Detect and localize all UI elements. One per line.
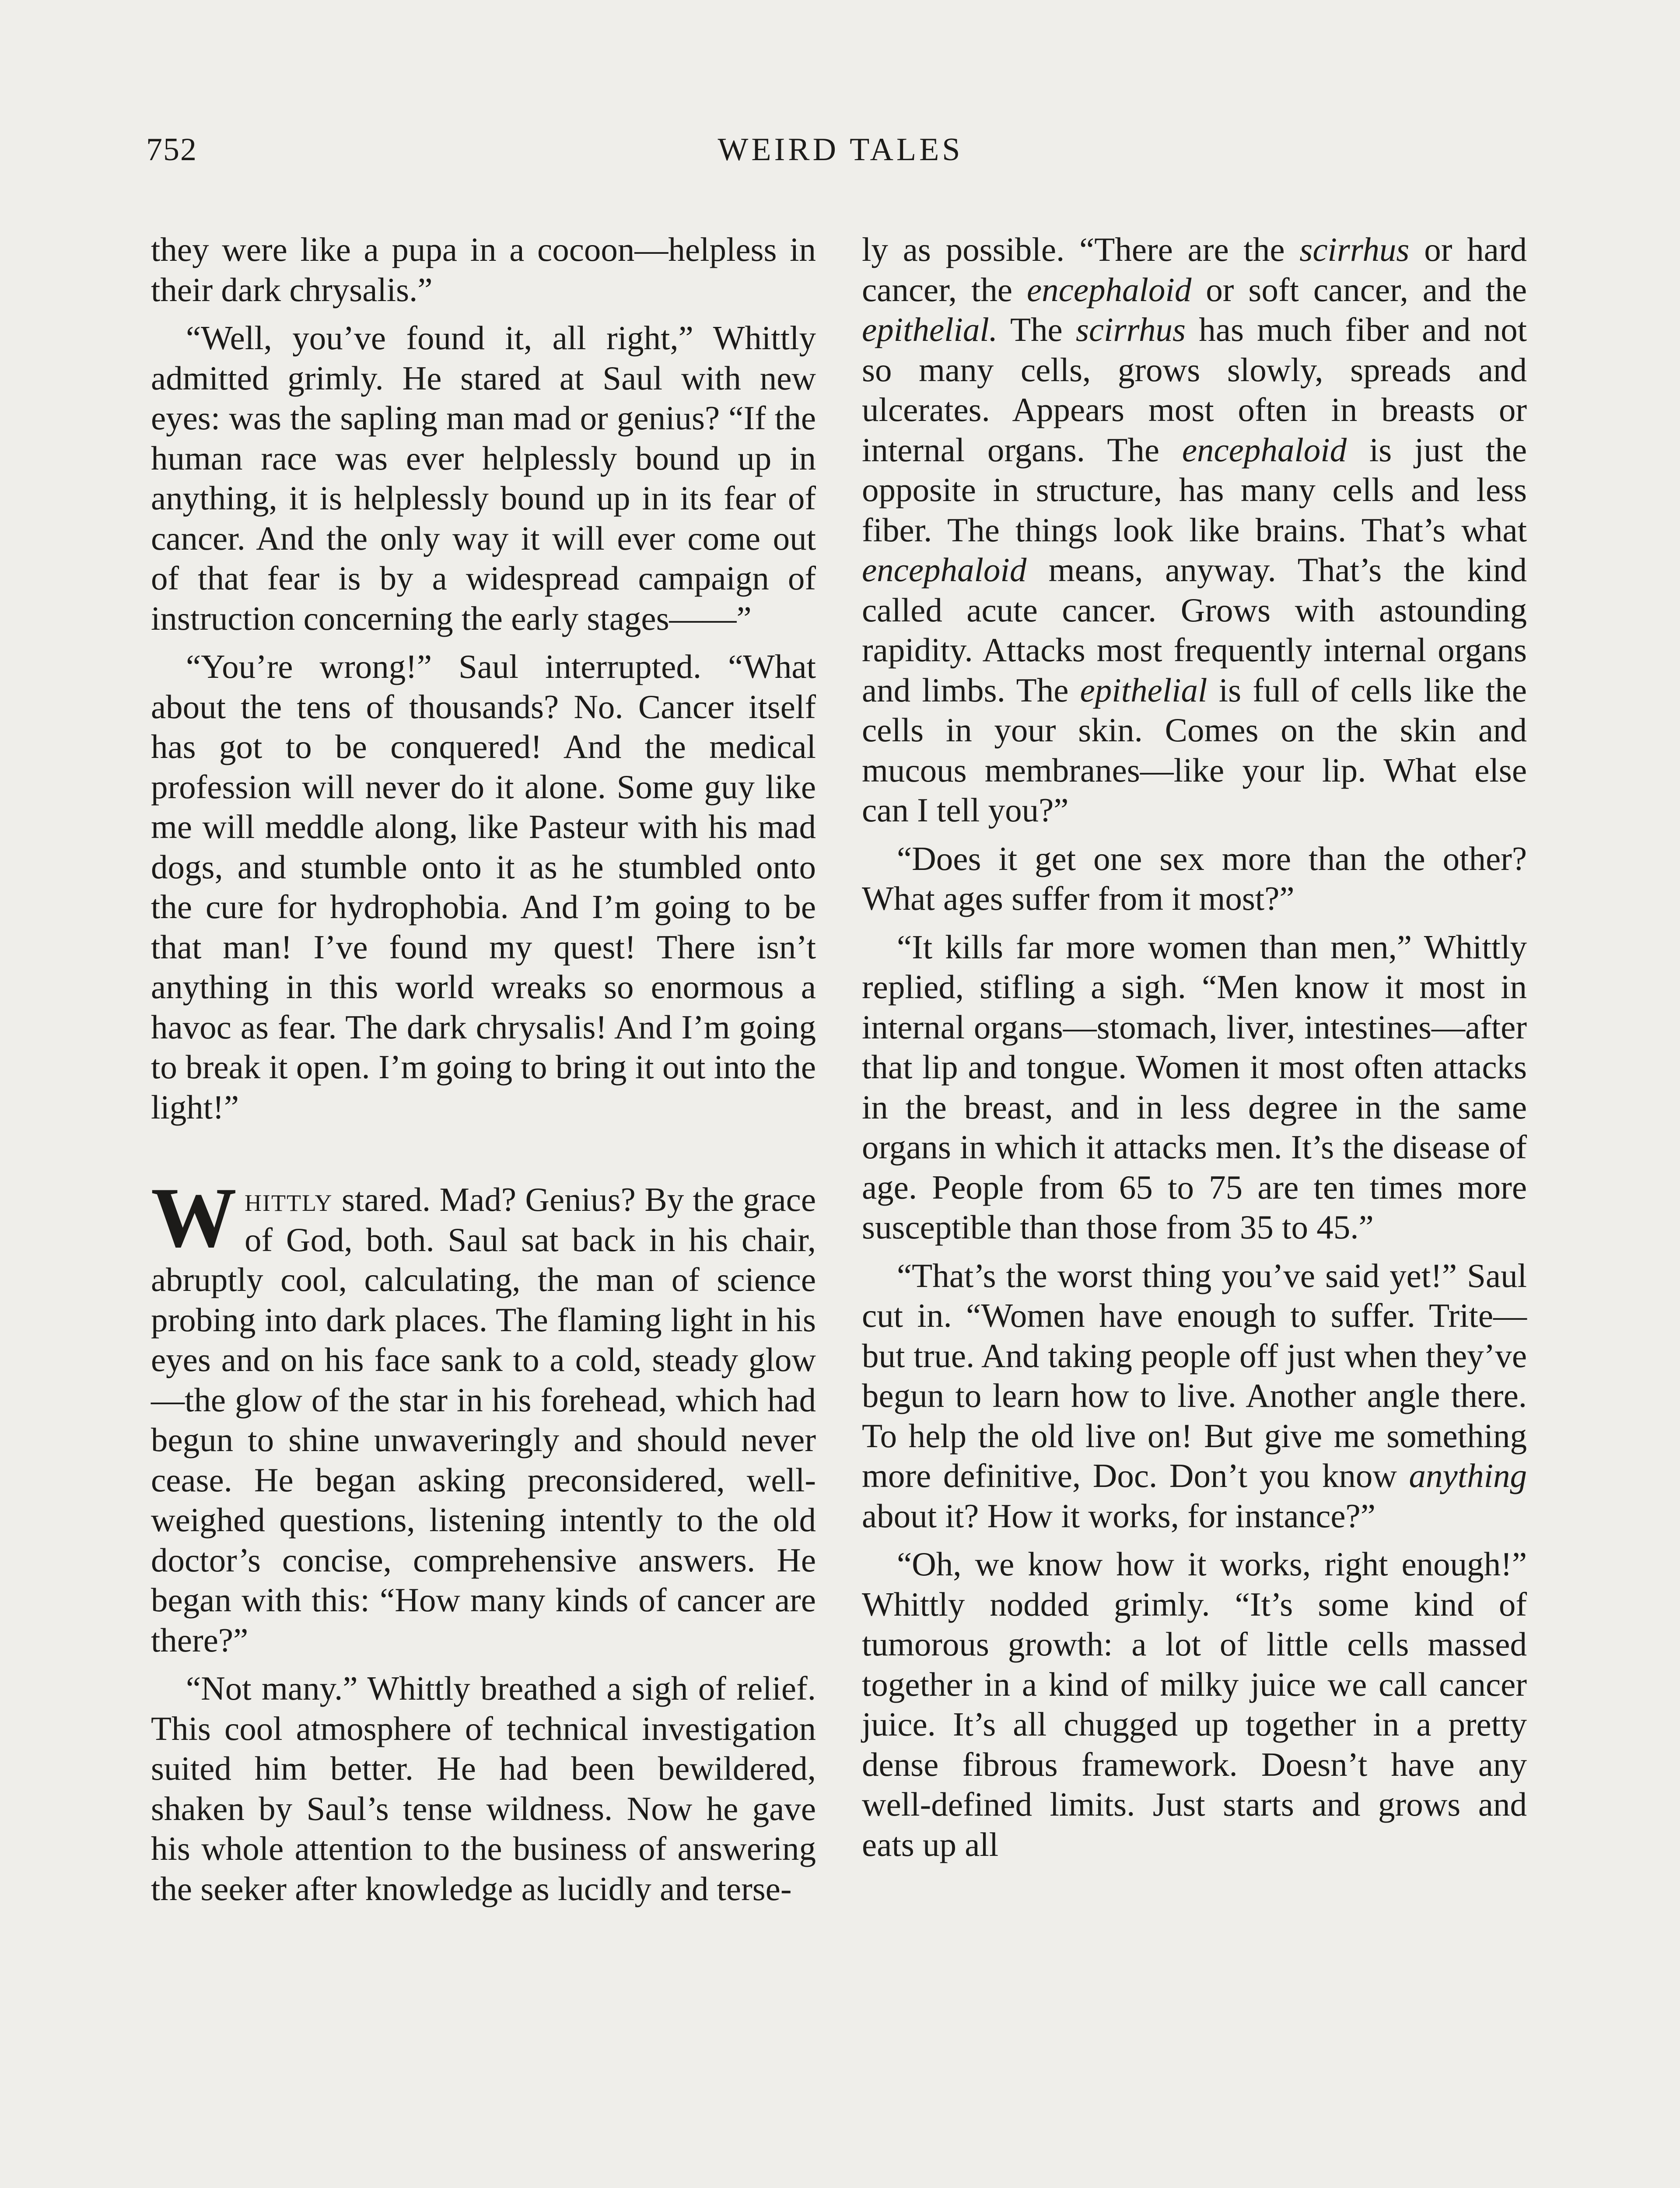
text-run: ly as possible. “There are the	[862, 231, 1300, 268]
text-run: or hard cancer, the	[862, 231, 1527, 309]
left-column	[151, 230, 816, 1909]
text-run: means, anyway. That’s the kind called acute cancer. Grows with astounding rapidity. Attacks most frequently internal organs and limbs. The	[862, 551, 1527, 709]
running-head	[146, 131, 1535, 184]
small-caps-word: hittly	[245, 1181, 333, 1218]
paragraph	[862, 230, 1527, 831]
italic-term: epithelial	[1080, 671, 1208, 709]
paragraph: “Well, you’ve found it, all right,” Whittly admitted grimly. He stared at Saul with new eyes: was the sapling man mad or genius? “If the human race was ever helplessly bound up in anything, it is helplessly bound up in its fear of cancer. And the only way it will ever come out of that fear is by a widespread campaign of instruction concerning the early stages——”	[151, 319, 816, 637]
italic-term: scirrhus	[1075, 311, 1186, 348]
section-start-paragraph	[151, 1170, 816, 1660]
italic-term: encephaloid	[1027, 270, 1192, 309]
drop-cap: W	[151, 1170, 237, 1265]
text-run: has much fiber and not so many cells, grows slowly, spreads and ulcerates. Appears most often in breasts or internal organs. The	[862, 311, 1527, 469]
text-run: is just the opposite in structure, has many cells and less fiber. The things look like brains. That’s what	[862, 431, 1527, 549]
paragraph: “You’re wrong!” Saul interrupted. “What about the tens of thousands? No. Cancer itself has got to be conquered! And the medical profession will never do it alone. Some guy like me will meddle along, like Pasteur with his mad dogs, and stumble onto it as he stumbled onto the cure for hydrophobia. And I’m going to be that man! I’ve found my quest! There isn’t anything in this world wreaks so enormous a havoc as fear. The dark chrysalis! And I’m going to break it open. I’m going to bring it out into the light!”	[151, 648, 816, 1126]
page-number: 752	[146, 132, 197, 168]
paragraph	[862, 1256, 1527, 1536]
paragraph: “Does it get one sex more than the other? What ages suffer from it most?”	[862, 839, 1527, 917]
paragraph-text: stared. Mad? Genius? By the grace of God, both. Saul sat back in his chair, abruptly cool, calculating, the man of science probing into dark places. The flaming light in his eyes and on his face sank to a cold, steady glow—the glow of the star in his forehead, which had begun to shine unwaveringly and should never cease. He began asking preconsidered, well-weighed questions, listening intently to the old doctor’s concise, comprehensive answers. He began with this: “How many kinds of cancer are there?”	[151, 1181, 816, 1659]
italic-term: encephaloid	[1182, 431, 1347, 469]
paragraph: “Not many.” Whittly breathed a sigh of relief. This cool atmosphere of technical investigation suited him better. He had been bewildered, shaken by Saul’s tense wildness. Now he gave his whole attention to the business of answering the seeker after knowledge as lucidly and terse-	[151, 1669, 816, 1907]
right-column	[862, 230, 1527, 1865]
journal-title: WEIRD TALES	[718, 132, 963, 168]
text-run: The	[998, 311, 1076, 348]
paragraph: they were like a pupa in a cocoon—helpless in their dark chrysalis.”	[151, 231, 816, 309]
italic-term: scirrhus	[1299, 231, 1410, 268]
text-run: is full of cells like the cells in your skin. Comes on the skin and mucous membranes—like your lip. What else can I tell you?”	[862, 671, 1527, 829]
paragraph: “Oh, we know how it works, right enough!” Whittly nodded grimly. “It’s some kind of tumorous growth: a lot of little cells massed together in a kind of milky juice we call cancer juice. It’s all chugged up together in a pretty dense fibrous framework. Doesn’t have any well-defined limits. Just starts and grows and eats up all	[862, 1545, 1527, 1863]
italic-term: epithelial.	[862, 311, 998, 348]
italic-term: anything	[1409, 1457, 1527, 1494]
paragraph: “It kills far more women than men,” Whittly replied, stifling a sigh. “Men know it most in internal organs—stomach, liver, intestines—after that lip and tongue. Women it most often attacks in the breast, and in less degree in the same organs in which it attacks men. It’s the disease of age. People from 65 to 75 are ten times more susceptible than those from 35 to 45.”	[862, 928, 1527, 1246]
text-run: or soft cancer, and the	[1191, 270, 1527, 309]
text-run: “That’s the worst thing you’ve said yet!” Saul cut in. “Women have enough to suffer. Trite—but true. And taking people off just when they’ve begun to learn how to live. Another angle there. To help the old live on! But give me something more definitive, Doc. Don’t you know	[862, 1256, 1527, 1494]
text-run: about it? How it works, for instance?”	[862, 1497, 1376, 1535]
italic-term: encephaloid	[862, 551, 1027, 589]
